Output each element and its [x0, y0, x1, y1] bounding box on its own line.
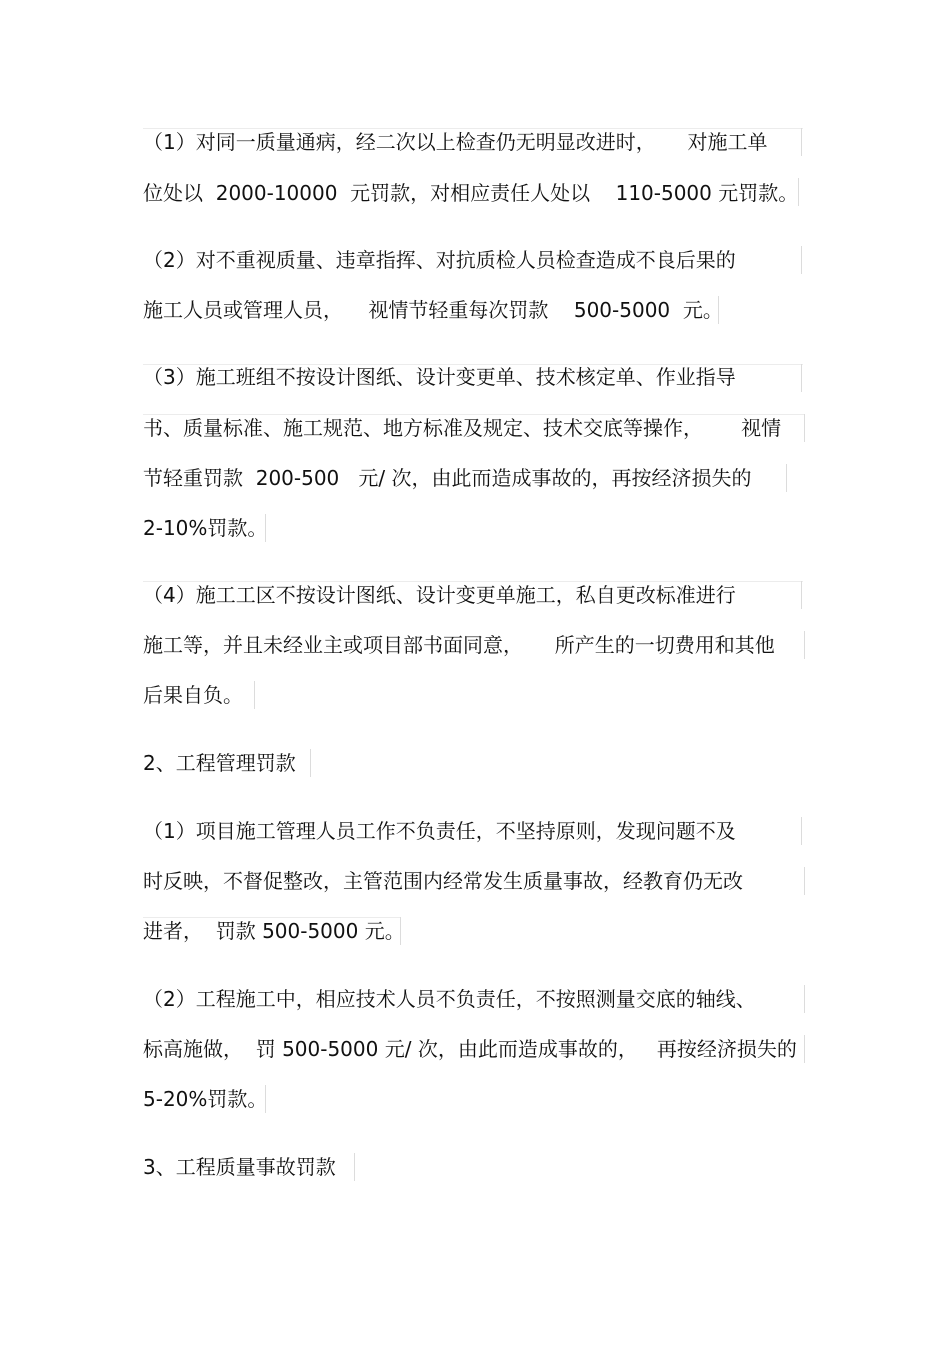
- text-line: 时反映，不督促整改，主管范围内经常发生质量事故，经教育仍无改: [143, 869, 743, 893]
- text-box-frame: [354, 1153, 355, 1181]
- text-line: （2）工程施工中，相应技术人员不负责任，不按照测量交底的轴线、: [143, 987, 756, 1011]
- text-line: 2-10%罚款。: [143, 516, 268, 540]
- text-box-frame: [804, 631, 805, 659]
- text-line: （3）施工班组不按设计图纸、设计变更单、技术核定单、作业指导: [143, 365, 736, 389]
- text-box-frame: [310, 749, 311, 777]
- text-box-frame: [804, 1035, 805, 1063]
- text-box-frame: [804, 985, 805, 1013]
- section-heading: 2、工程管理罚款: [143, 751, 296, 775]
- text-line: 节轻重罚款 200-500 元/ 次，由此而造成事故的，再按经济损失的: [143, 466, 752, 490]
- text-line: 书、质量标准、施工规范、地方标准及规定、技术交底等操作， 视情: [143, 416, 782, 440]
- text-box-frame: [804, 867, 805, 895]
- text-box-frame: [801, 246, 802, 274]
- text-line: 进者， 罚款 500-5000 元。: [143, 919, 405, 943]
- text-box-frame: [801, 364, 802, 392]
- text-box-frame: [786, 464, 787, 492]
- text-line: （2）对不重视质量、违章指挥、对抗质检人员检查造成不良后果的: [143, 248, 736, 272]
- text-box-frame: [804, 414, 805, 442]
- text-line: （1）项目施工管理人员工作不负责任，不坚持原则，发现问题不及: [143, 819, 736, 843]
- text-box-frame: [801, 817, 802, 845]
- text-box-frame: [254, 681, 255, 709]
- text-line: （1）对同一质量通病，经二次以上检查仍无明显改进时， 对施工单: [143, 130, 768, 154]
- text-line: 标高施做， 罚 500-5000 元/ 次，由此而造成事故的， 再按经济损失的: [143, 1037, 797, 1061]
- text-line: 位处以 2000-10000 元罚款，对相应责任人处以 110-5000 元罚款。: [143, 181, 799, 205]
- text-box-frame: [801, 128, 802, 156]
- text-line: 施工人员或管理人员， 视情节轻重每次罚款 500-5000 元。: [143, 298, 723, 322]
- text-line: （4）施工工区不按设计图纸、设计变更单施工，私自更改标准进行: [143, 583, 736, 607]
- text-line: 施工等，并且未经业主或项目部书面同意， 所产生的一切费用和其他: [143, 633, 775, 657]
- text-line: 5-20%罚款。: [143, 1087, 268, 1111]
- section-heading: 3、工程质量事故罚款: [143, 1155, 336, 1179]
- text-line: 后果自负。: [143, 683, 243, 707]
- text-box-frame: [801, 581, 802, 609]
